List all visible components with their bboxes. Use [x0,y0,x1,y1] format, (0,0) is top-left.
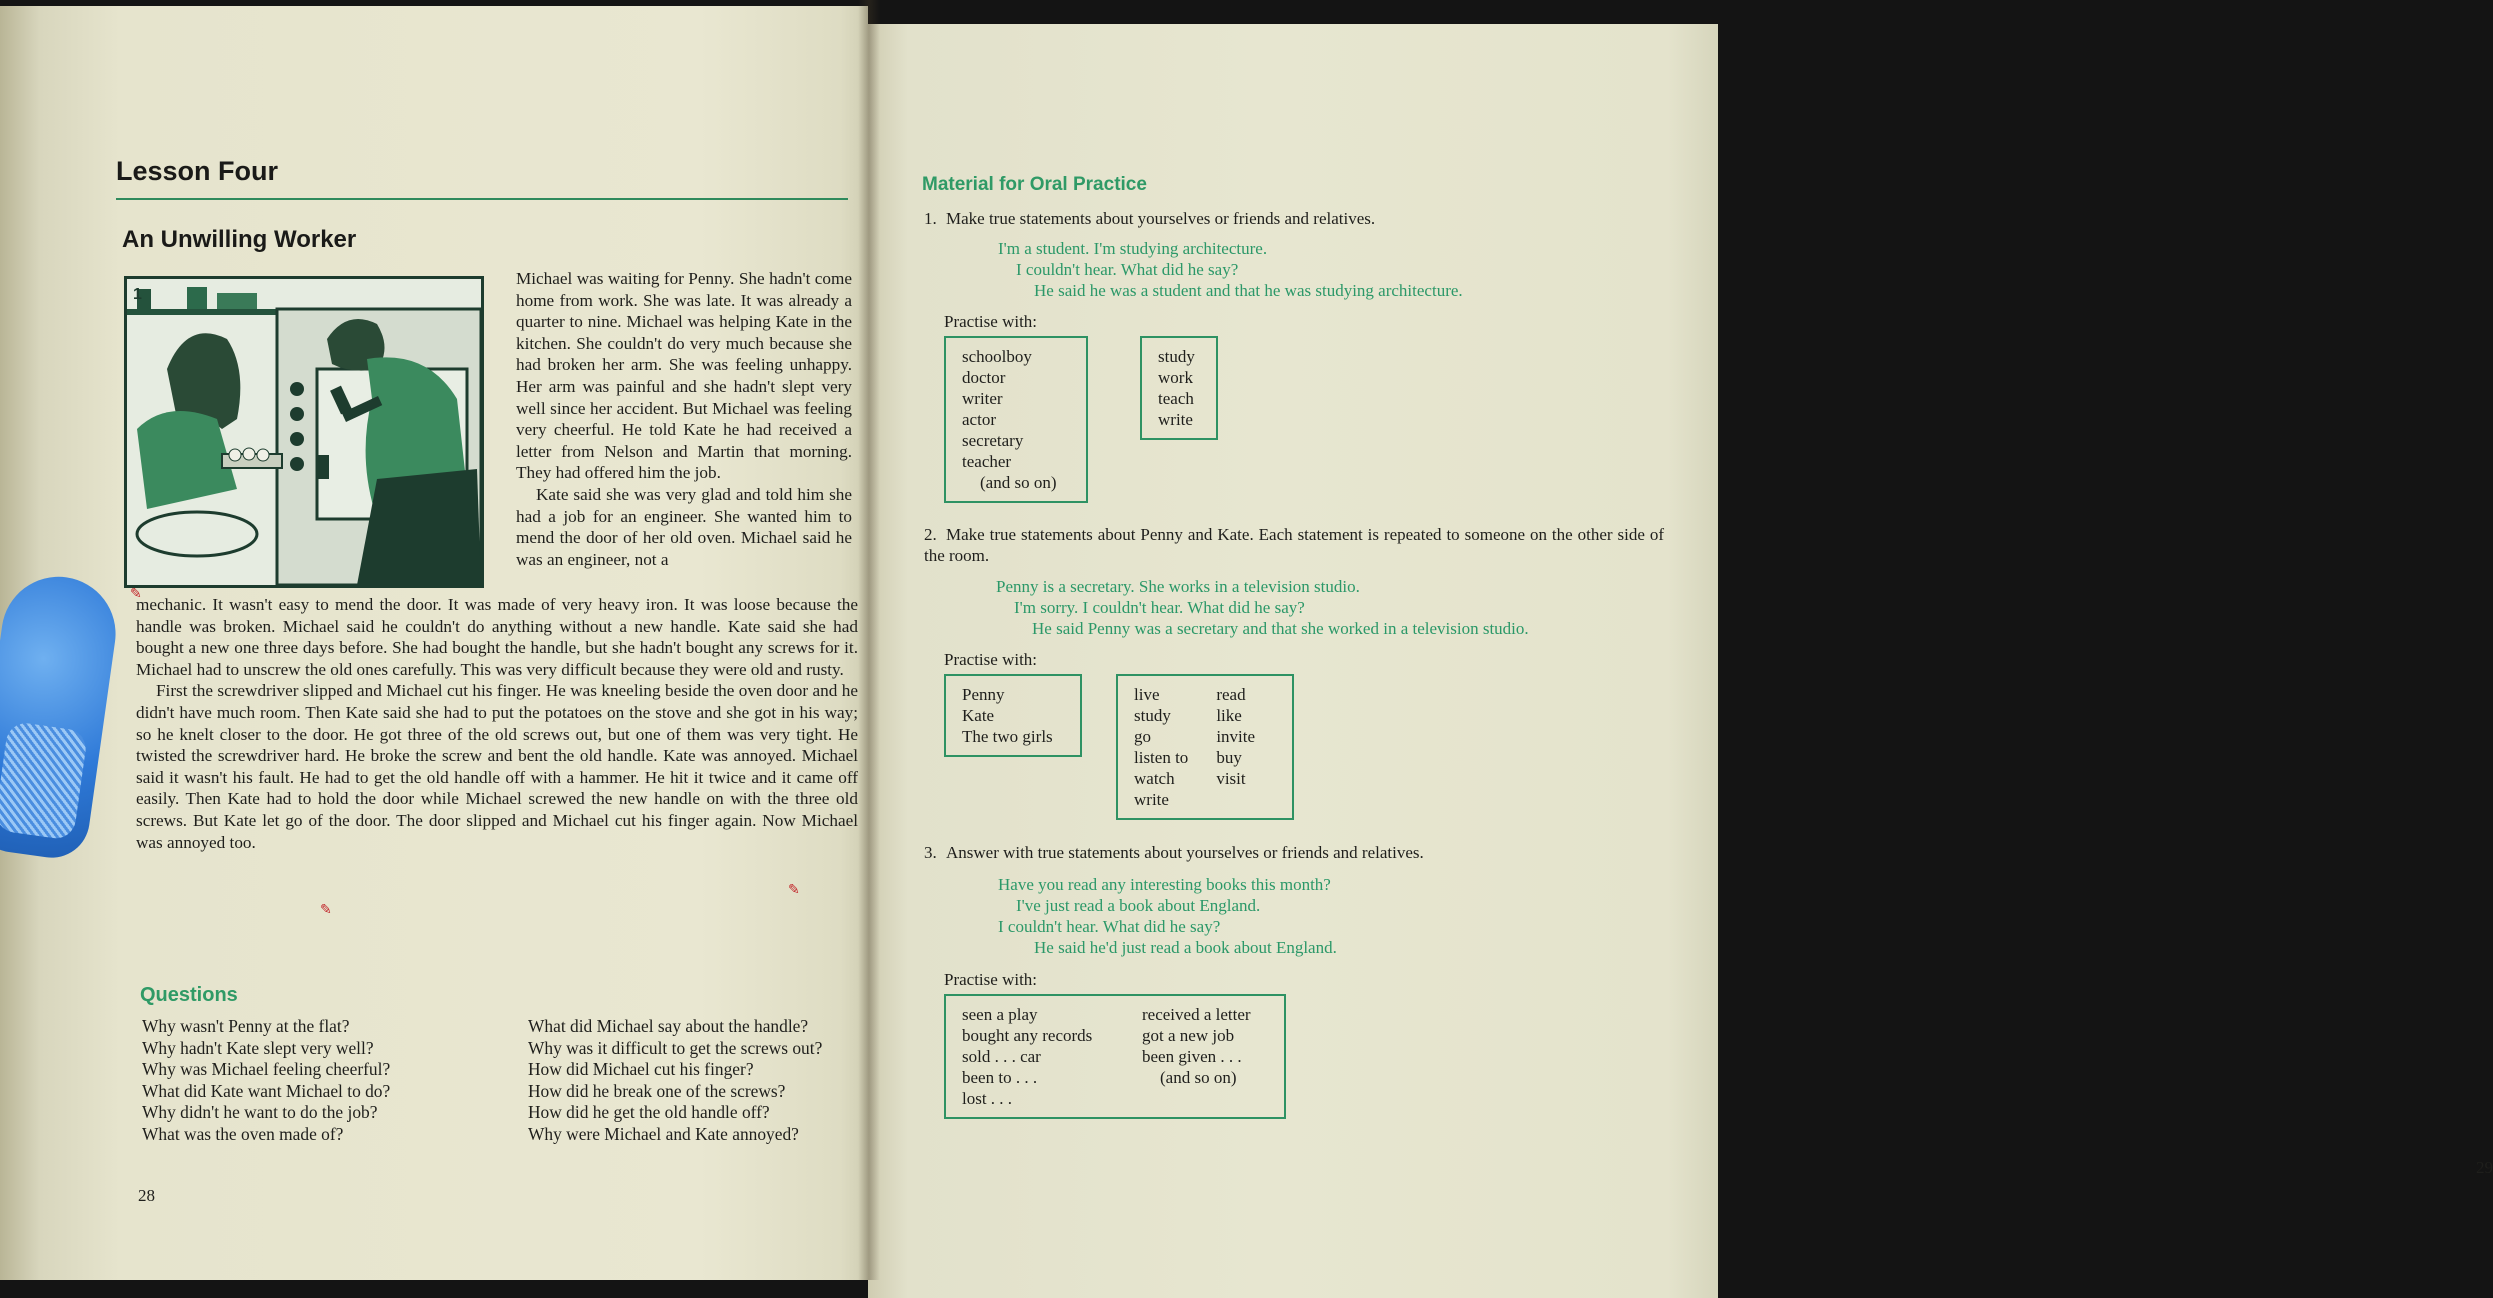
box-item: like [1216,706,1242,725]
exercise-text: Make true statements about Penny and Kate. Each statement is repeated to someone on the other side of the room. [924,525,1664,565]
story-text-full [136,594,858,853]
box-item: study [1158,347,1195,366]
box-item: (and so on) [980,473,1057,492]
box-item: teacher [962,452,1012,471]
box-item: listen to [1134,748,1189,767]
exercise-number: 1. [924,209,937,228]
question-item: Why wasn't Penny at the flat? [142,1016,350,1036]
box-item: Kate [962,706,995,725]
oral-practice-heading: Material for Oral Practice [922,174,1147,195]
practise-label: Practise with: [944,970,1038,989]
question-item: How did he get the old handle off? [528,1102,770,1123]
box-item: buy [1216,748,1242,767]
box-item: got a new job [1142,1026,1235,1045]
box-item: been given . . . [1142,1047,1242,1066]
handwritten-annotation: ✎ [788,882,800,898]
example-line: He said he was a student and that he was studying architecture. [1034,281,1463,300]
question-item: Why hadn't Kate slept very well? [142,1037,374,1058]
question-item: Why was Michael feeling cheerful? [142,1059,391,1080]
blue-object-overlay [0,569,123,862]
practise-box [944,994,1286,1119]
example-line: Penny is a secretary. She works in a television studio. [996,577,1360,596]
box-item: sold . . . car [962,1047,1041,1066]
handwritten-annotation: ✎ [320,902,332,918]
practise-label: Practise with: [944,650,1038,669]
example-line: I'm a student. I'm studying architecture. [998,239,1268,258]
question-item: Why were Michael and Kate annoyed? [528,1123,799,1144]
example-line: I couldn't hear. What did he say? [998,917,1221,936]
question-item: What was the oven made of? [142,1123,344,1144]
story-paragraph-3: First the screwdriver slipped and Michael cut his finger. He was kneeling beside the oven door and he didn't have much room. Then Kate said she had to put the potatoes on the stove and she got in his way; so he knelt closer to the door. He got three of the old screws out, but one of them was very tight. He twisted the screwdriver hard. He broke the screw and bent the old handle. Kate was annoyed. Michael said it wasn't his fault. He had to get the old handle off with a hammer. He hit it twice and it came off easily. Then Kate had to hold the door while Michael screwed the new handle on with the three old screws. But Kate let go of the door. The door slipped and Michael cut his finger again. Now Michael was annoyed too. [136,681,858,852]
box-item: write [1158,410,1193,429]
box-item: bought any records [962,1026,1093,1045]
kitchen-illustration [124,276,484,588]
box-item: invite [1216,727,1256,746]
box-item: secretary [962,431,1024,450]
box-item: doctor [962,368,1006,387]
kitchen-illustration-drawing [127,279,481,585]
story-paragraph-1: Michael was waiting for Penny. She hadn't come home from work. She was late. It was already a quarter to nine. Michael was helping Kate in the kitchen. She couldn't do very much because she had broken her arm. She was feeling unhappy. Her arm was painful and she hadn't slept very well since her accident. But Michael was feeling very cheerful. He told Kate he had received a letter from Nelson and Martin that morning. They had offered him the job. [516,269,852,483]
example-line: I'm sorry. I couldn't hear. What did he say? [1014,598,1305,617]
practise-box [944,336,1088,503]
left-page [0,6,868,1280]
exercise-3-instruction [924,842,1424,863]
box-item: study [1134,706,1171,725]
page-number-left: 28 [138,1186,155,1205]
box-item: actor [962,410,996,429]
story-title: An Unwilling Worker [122,226,357,253]
practise-box [1140,336,1218,440]
story-paragraph-2-cont: mechanic. It wasn't easy to mend the door. It was made of very heavy iron. It was loose because the handle was broken. Michael said he couldn't do anything without a new handle. Kate said she had bought a new one three days before. She had bought the handle, but she hadn't bought any screws for it. Michael had to unscrew the old ones carefully. This was very difficult because they were old and rusty. [136,595,858,679]
box-item: write [1134,790,1169,809]
example-line: I've just read a book about England. [1016,896,1261,915]
illustration-number: 1 [133,286,142,303]
box-item: read [1216,685,1246,704]
questions-column-2 [528,1016,822,1146]
question-item: What did Kate want Michael to do? [142,1080,391,1101]
box-item: visit [1216,769,1246,788]
example-line: He said Penny was a secretary and that she worked in a television studio. [1032,619,1529,638]
question-item: Why was it difficult to get the screws out? [528,1037,823,1058]
question-item: How did Michael cut his finger? [528,1059,754,1080]
box-item: go [1134,727,1151,746]
box-item: work [1158,368,1193,387]
box-item: live [1134,685,1160,704]
example-line: I couldn't hear. What did he say? [1016,260,1239,279]
question-item: How did he break one of the screws? [528,1080,786,1101]
practise-box [1116,674,1294,820]
page-number-right: 29 [2476,1158,2493,1177]
question-item: What did Michael say about the handle? [528,1016,809,1036]
box-item: teach [1158,389,1194,408]
lesson-title: Lesson Four [116,156,279,186]
right-page [868,24,2493,1298]
box-item: Penny [962,685,1005,704]
box-item: writer [962,389,1003,408]
exercise-text: Make true statements about yourselves or friends and relatives. [946,209,1376,228]
questions-heading: Questions [140,984,238,1006]
box-item: (and so on) [1160,1068,1237,1087]
exercise-number: 3. [924,843,937,862]
story-text-wrapped [516,268,852,570]
exercise-1-instruction [924,208,1375,229]
blue-object-texture [0,721,88,841]
exercise-number: 2. [924,525,937,544]
handwritten-annotation: ✎ [130,586,142,602]
box-item: watch [1134,769,1175,788]
box-item: received a letter [1142,1005,1251,1024]
box-item: lost . . . [962,1089,1013,1108]
questions-column-1 [142,1016,390,1146]
example-line: He said he'd just read a book about England. [1034,938,1337,957]
question-item: Why didn't he want to do the job? [142,1102,378,1123]
title-rule [116,198,848,200]
example-line: Have you read any interesting books this month? [998,875,1331,894]
box-item: The two girls [962,727,1053,746]
story-paragraph-2: Kate said she was very glad and told him she had a job for an engineer. She wanted him to mend the door of her old oven. Michael said he was an engineer, not a [516,484,852,569]
practise-label: Practise with: [944,312,1038,331]
exercise-text: Answer with true statements about yourselves or friends and relatives. [946,843,1424,862]
box-item: been to . . . [962,1068,1038,1087]
practise-box [944,674,1082,757]
box-item: seen a play [962,1005,1038,1024]
book-gutter-shadow [858,0,880,1280]
box-item: schoolboy [962,347,1032,366]
exercise-2-instruction [924,524,1664,566]
